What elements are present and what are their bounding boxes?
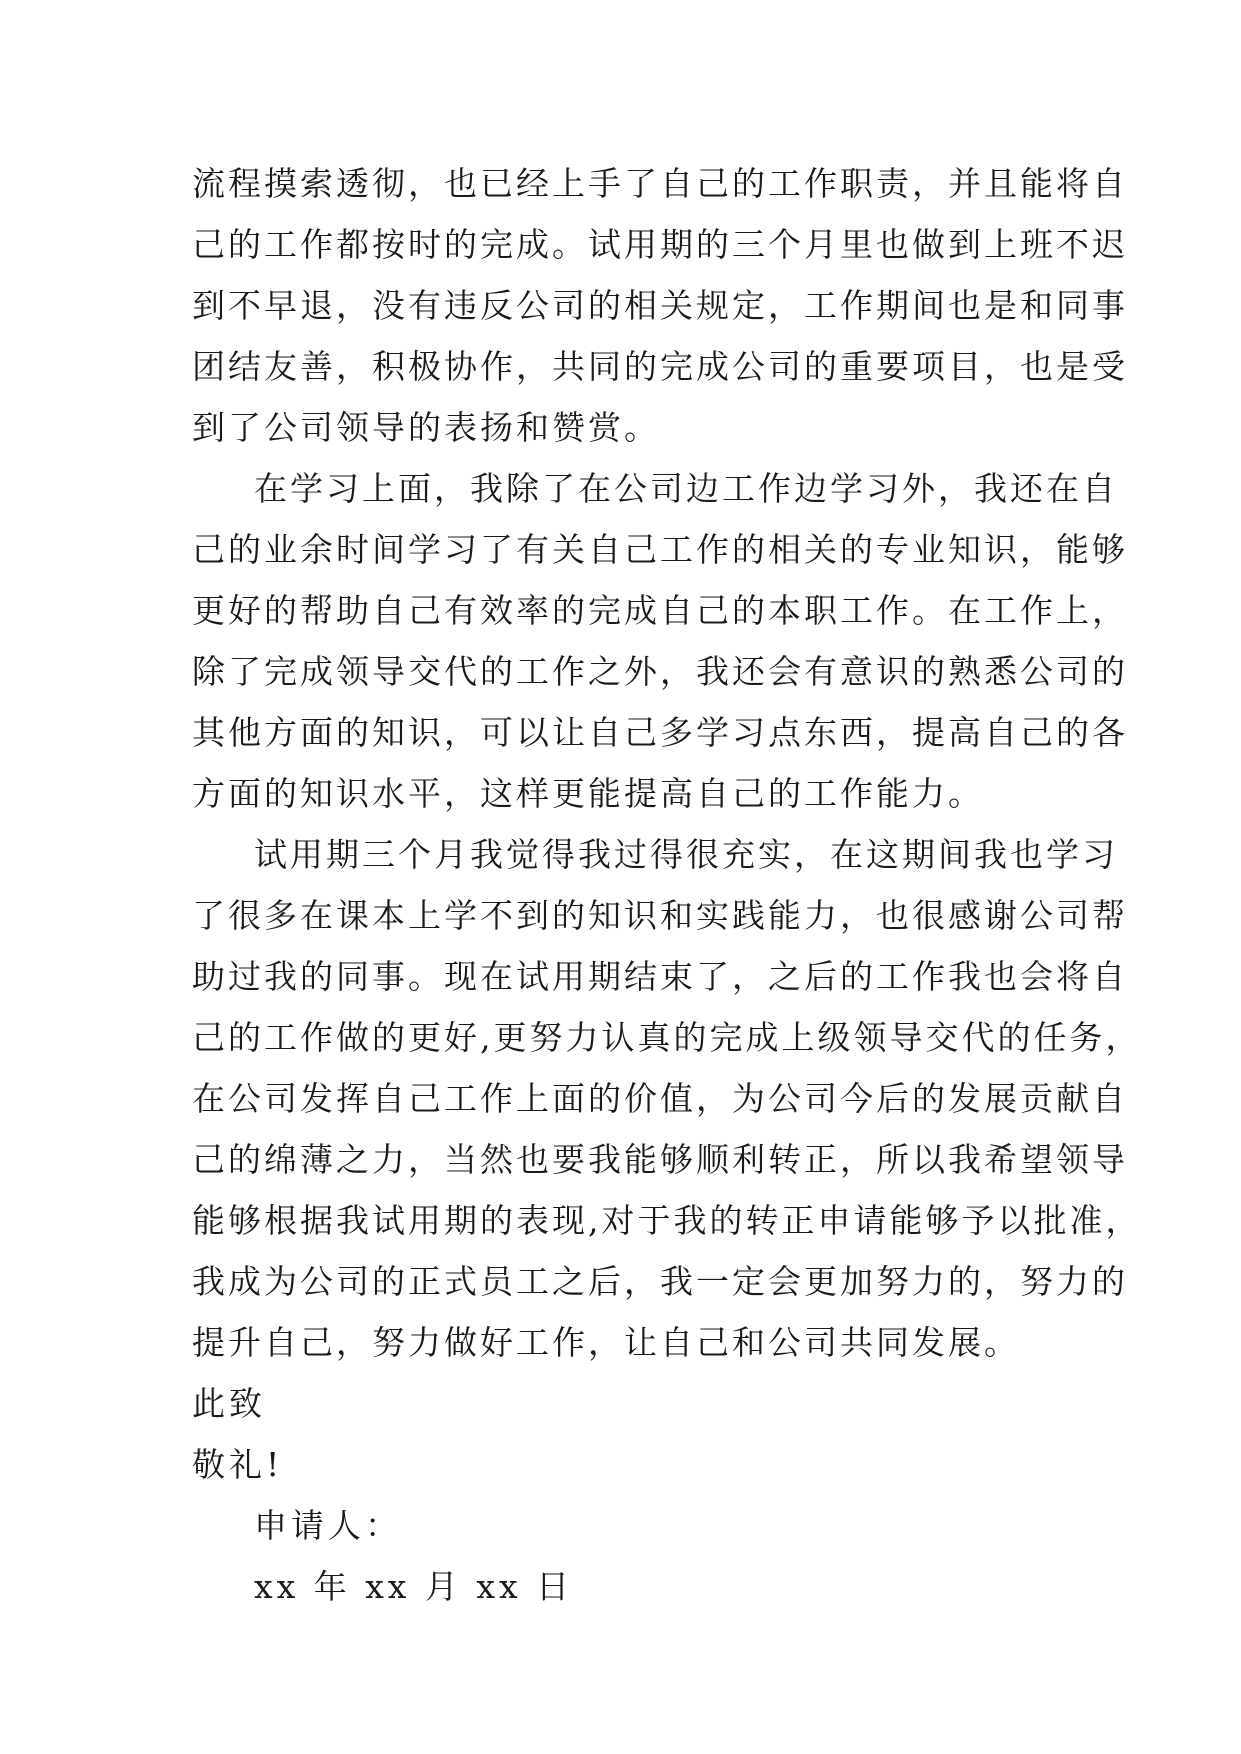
paragraph-3-line-4: 己的工作做的更好,更努力认真的完成上级领导交代的任务， [192, 1018, 1142, 1057]
paragraph-2-line-2: 己的业余时间学习了有关自己工作的相关的专业知识，能够 [192, 530, 1128, 569]
paragraph-1-line-3: 到不早退，没有违反公司的相关规定，工作期间也是和同事 [192, 286, 1128, 325]
paragraph-2-line-4: 除了完成领导交代的工作之外，我还会有意识的熟悉公司的 [192, 652, 1128, 691]
paragraph-1-line-1: 流程摸索透彻，也已经上手了自己的工作职责，并且能将自 [192, 164, 1128, 203]
paragraph-1-line-5: 到了公司领导的表扬和赞赏。 [192, 408, 660, 447]
paragraph-3-line-7: 能够根据我试用期的表现,对于我的转正申请能够予以批准， [192, 1201, 1142, 1240]
paragraph-2-line-1: 在学习上面，我除了在公司边工作边学习外，我还在自 [254, 469, 1118, 508]
paragraph-3-line-5: 在公司发挥自己工作上面的价值，为公司今后的发展贡献自 [192, 1079, 1128, 1118]
paragraph-1-line-4: 团结友善，积极协作，共同的完成公司的重要项目，也是受 [192, 347, 1128, 386]
paragraph-2-line-3: 更好的帮助自己有效率的完成自己的本职工作。在工作上， [192, 591, 1128, 630]
closing-salutation: 此致 [192, 1384, 266, 1423]
applicant-label: 申请人： [254, 1506, 402, 1545]
date-line: xx 年 xx 月 xx 日 [254, 1567, 574, 1606]
paragraph-2-line-6: 方面的知识水平，这样更能提高自己的工作能力。 [192, 774, 984, 813]
paragraph-3-line-1: 试用期三个月我觉得我过得很充实，在这期间我也学习 [254, 835, 1118, 874]
paragraph-3-line-6: 己的绵薄之力，当然也要我能够顺利转正，所以我希望领导 [192, 1140, 1128, 1179]
paragraph-3-line-8: 我成为公司的正式员工之后，我一定会更加努力的，努力的 [192, 1262, 1128, 1301]
paragraph-1-line-2: 己的工作都按时的完成。试用期的三个月里也做到上班不迟 [192, 225, 1128, 264]
paragraph-3-line-3: 助过我的同事。现在试用期结束了，之后的工作我也会将自 [192, 957, 1128, 996]
paragraph-2-line-5: 其他方面的知识，可以让自己多学习点东西，提高自己的各 [192, 713, 1128, 752]
paragraph-3-line-2: 了很多在课本上学不到的知识和实践能力，也很感谢公司帮 [192, 896, 1128, 935]
closing-regards: 敬礼! [192, 1445, 284, 1484]
paragraph-3-line-9: 提升自己，努力做好工作，让自己和公司共同发展。 [192, 1323, 1020, 1362]
